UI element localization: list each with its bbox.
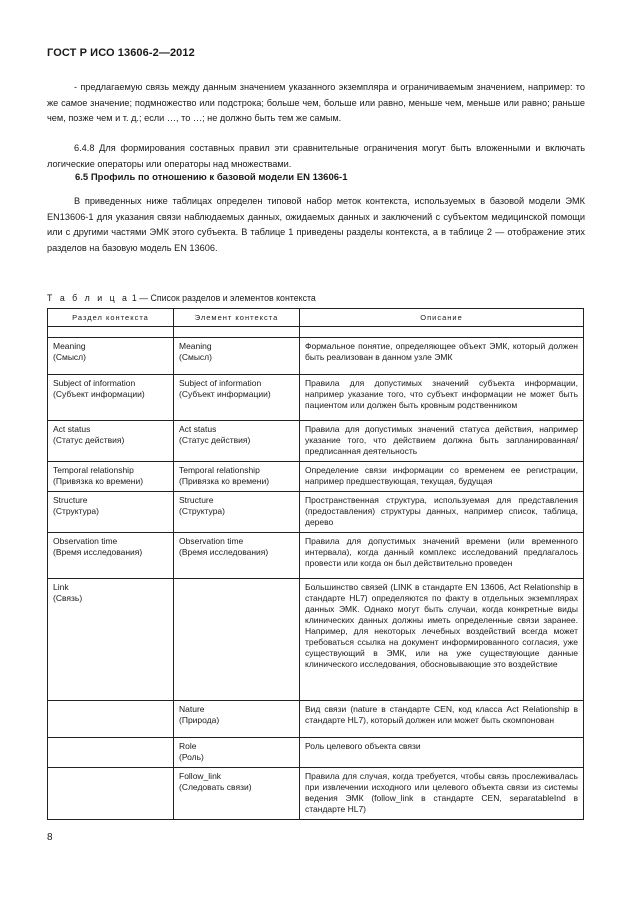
section-heading: 6.5 Профиль по отношению к базовой модели EN 13606-1 bbox=[75, 172, 348, 183]
cell-element bbox=[174, 579, 300, 701]
paragraph-6-4-8: 6.4.8 Для формирования составных правил эти сравнительные ограничения могут быть вложенными и включать логические операторы или операторы над множествами. bbox=[47, 143, 585, 169]
element-name: Nature bbox=[179, 704, 205, 714]
description-text: Правила для допустимых значений статуса действия, например указание того, что действием должна быть запланированная/предписанная деятельность bbox=[305, 424, 578, 456]
cell-element bbox=[174, 375, 300, 421]
element-name: Observation time bbox=[179, 536, 244, 546]
element-translation: (Роль) bbox=[179, 752, 204, 762]
section-translation: (Субъект информации) bbox=[53, 389, 145, 399]
table-caption-text: 1 — Список разделов и элементов контекста bbox=[129, 293, 316, 303]
element-translation: (Время исследования) bbox=[179, 547, 269, 557]
cell-description bbox=[300, 579, 584, 701]
cell-section bbox=[48, 738, 174, 768]
cell-element bbox=[174, 701, 300, 738]
description-text: Большинство связей (LINK в стандарте EN 13606, Act Relationship в стандарте HL7) определяются по факту в отдельных экземплярах данных ЭМК. Однако могут быть случаи, когда конкретные виды клинических данных должны иметь определенные связи заранее. Например, для некоторых лечебных воздействий всегда может требоваться ссылка на документ информированного согласия, уже существующий в ЭМК, или на уже существующие данные клинического исследования, обосновывающие это воздействие bbox=[305, 582, 578, 669]
table-row bbox=[48, 375, 584, 421]
section-name: Temporal relationship bbox=[53, 465, 134, 475]
description-text: Правила для допустимых значений субъекта информации, например указание того, что субъект информации не может быть пациентом или должен быть кровным родственником bbox=[305, 378, 578, 410]
context-table bbox=[47, 308, 584, 820]
cell-description bbox=[300, 338, 584, 375]
cell-section bbox=[48, 701, 174, 738]
table-caption-prefix: Т а б л и ц а bbox=[47, 293, 130, 303]
paragraph-intro: В приведенных ниже таблицах определен типовой набор меток контекста, используемых в базовой модели ЭМК EN13606-1 для указания связи наблюдаемых данных, ожидаемых данных и заключений с субъектом медицинской помощи или с другими частями ЭМК этого субъекта. В таблице 1 приведены разделы контекста, а в таблице 2 — отображение этих разделов на базовую модель EN 13606. bbox=[47, 196, 585, 253]
cell-section bbox=[48, 375, 174, 421]
section-translation: (Смысл) bbox=[53, 352, 86, 362]
cell-description bbox=[300, 768, 584, 820]
header-description: Описание bbox=[300, 309, 584, 327]
page-number: 8 bbox=[47, 832, 53, 843]
section-name: Meaning bbox=[53, 341, 86, 351]
table-header-row bbox=[48, 309, 584, 327]
cell-description bbox=[300, 738, 584, 768]
cell-element bbox=[174, 533, 300, 579]
cell-section bbox=[48, 421, 174, 462]
table-row bbox=[48, 338, 584, 375]
cell-description bbox=[300, 533, 584, 579]
document-header: ГОСТ Р ИСО 13606-2—2012 bbox=[47, 47, 195, 59]
cell-element bbox=[174, 338, 300, 375]
cell-element bbox=[174, 421, 300, 462]
element-translation: (Природа) bbox=[179, 715, 220, 725]
cell-section bbox=[48, 338, 174, 375]
description-text: Формальное понятие, определяющее объект ЭМК, который должен быть реализован в данном узле ЭМК bbox=[305, 341, 578, 362]
element-translation: (Субъект информации) bbox=[179, 389, 271, 399]
header-gap bbox=[48, 327, 584, 338]
section-translation: (Время исследования) bbox=[53, 547, 143, 557]
element-name: Role bbox=[179, 741, 197, 751]
element-name: Subject of information bbox=[179, 378, 262, 388]
element-translation: (Статус действия) bbox=[179, 435, 251, 445]
table-body bbox=[48, 338, 584, 820]
element-translation: (Следовать связи) bbox=[179, 782, 252, 792]
cell-element bbox=[174, 768, 300, 820]
table-row bbox=[48, 701, 584, 738]
section-name: Act status bbox=[53, 424, 91, 434]
table-row bbox=[48, 462, 584, 492]
section-name: Observation time bbox=[53, 536, 118, 546]
section-translation: (Статус действия) bbox=[53, 435, 125, 445]
element-translation: (Привязка ко времени) bbox=[179, 476, 270, 486]
header-section: Раздел контекста bbox=[48, 309, 174, 327]
cell-section bbox=[48, 492, 174, 533]
cell-description bbox=[300, 701, 584, 738]
table-row bbox=[48, 579, 584, 701]
cell-description bbox=[300, 375, 584, 421]
cell-element bbox=[174, 738, 300, 768]
table-row bbox=[48, 492, 584, 533]
table-row bbox=[48, 533, 584, 579]
cell-section bbox=[48, 768, 174, 820]
section-translation: (Структура) bbox=[53, 506, 99, 516]
cell-section bbox=[48, 579, 174, 701]
description-text: Правила для допустимых значений времени (или временного интервала), когда данный комплекс исследований предлагалось провести или когда он был действительно проведен bbox=[305, 536, 578, 568]
header-element: Элемент контекста bbox=[174, 309, 300, 327]
section-name: Link bbox=[53, 582, 69, 592]
table-row bbox=[48, 738, 584, 768]
description-text: Пространственная структура, используемая для представления (предоставления) структуры данных, например список, таблица, дерево bbox=[305, 495, 578, 527]
section-name: Structure bbox=[53, 495, 88, 505]
cell-section bbox=[48, 533, 174, 579]
element-translation: (Структура) bbox=[179, 506, 225, 516]
cell-description bbox=[300, 492, 584, 533]
cell-section bbox=[48, 462, 174, 492]
section-translation: (Связь) bbox=[53, 593, 83, 603]
paragraph-constraint-relation: - предлагаемую связь между данным значением указанного экземпляра и ограничиваемым значением, например: то же самое значение; подмножество или подстрока; больше чем, больше или равно, меньше чем, меньше или равно; раньше чем, позже чем и т. д.; если …, то …; не должно быть тем же самым. bbox=[47, 82, 585, 123]
element-translation: (Смысл) bbox=[179, 352, 212, 362]
description-text: Роль целевого объекта связи bbox=[305, 741, 421, 751]
description-text: Правила для случая, когда требуется, чтобы связь прослеживалась при извлечении исходного или целевого объекта связи из системы ведения ЭМК (follow_link в стандарте CEN, separatableInd в стандарте HL7) bbox=[305, 771, 578, 814]
cell-element bbox=[174, 462, 300, 492]
element-name: Temporal relationship bbox=[179, 465, 260, 475]
table-row bbox=[48, 768, 584, 820]
table-caption bbox=[47, 293, 316, 303]
section-name: Subject of information bbox=[53, 378, 136, 388]
section-translation: (Привязка ко времени) bbox=[53, 476, 144, 486]
cell-description bbox=[300, 462, 584, 492]
cell-description bbox=[300, 421, 584, 462]
element-name: Follow_link bbox=[179, 771, 222, 781]
table-row bbox=[48, 421, 584, 462]
element-name: Structure bbox=[179, 495, 214, 505]
cell-element bbox=[174, 492, 300, 533]
element-name: Meaning bbox=[179, 341, 212, 351]
description-text: Вид связи (nature в стандарте CEN, код класса Act Relationship в стандарте HL7), который должен или может быть скомпонован bbox=[305, 704, 578, 725]
element-name: Act status bbox=[179, 424, 217, 434]
description-text: Определение связи информации со временем ее регистрации, например предшествующая, текущая, будущая bbox=[305, 465, 578, 486]
